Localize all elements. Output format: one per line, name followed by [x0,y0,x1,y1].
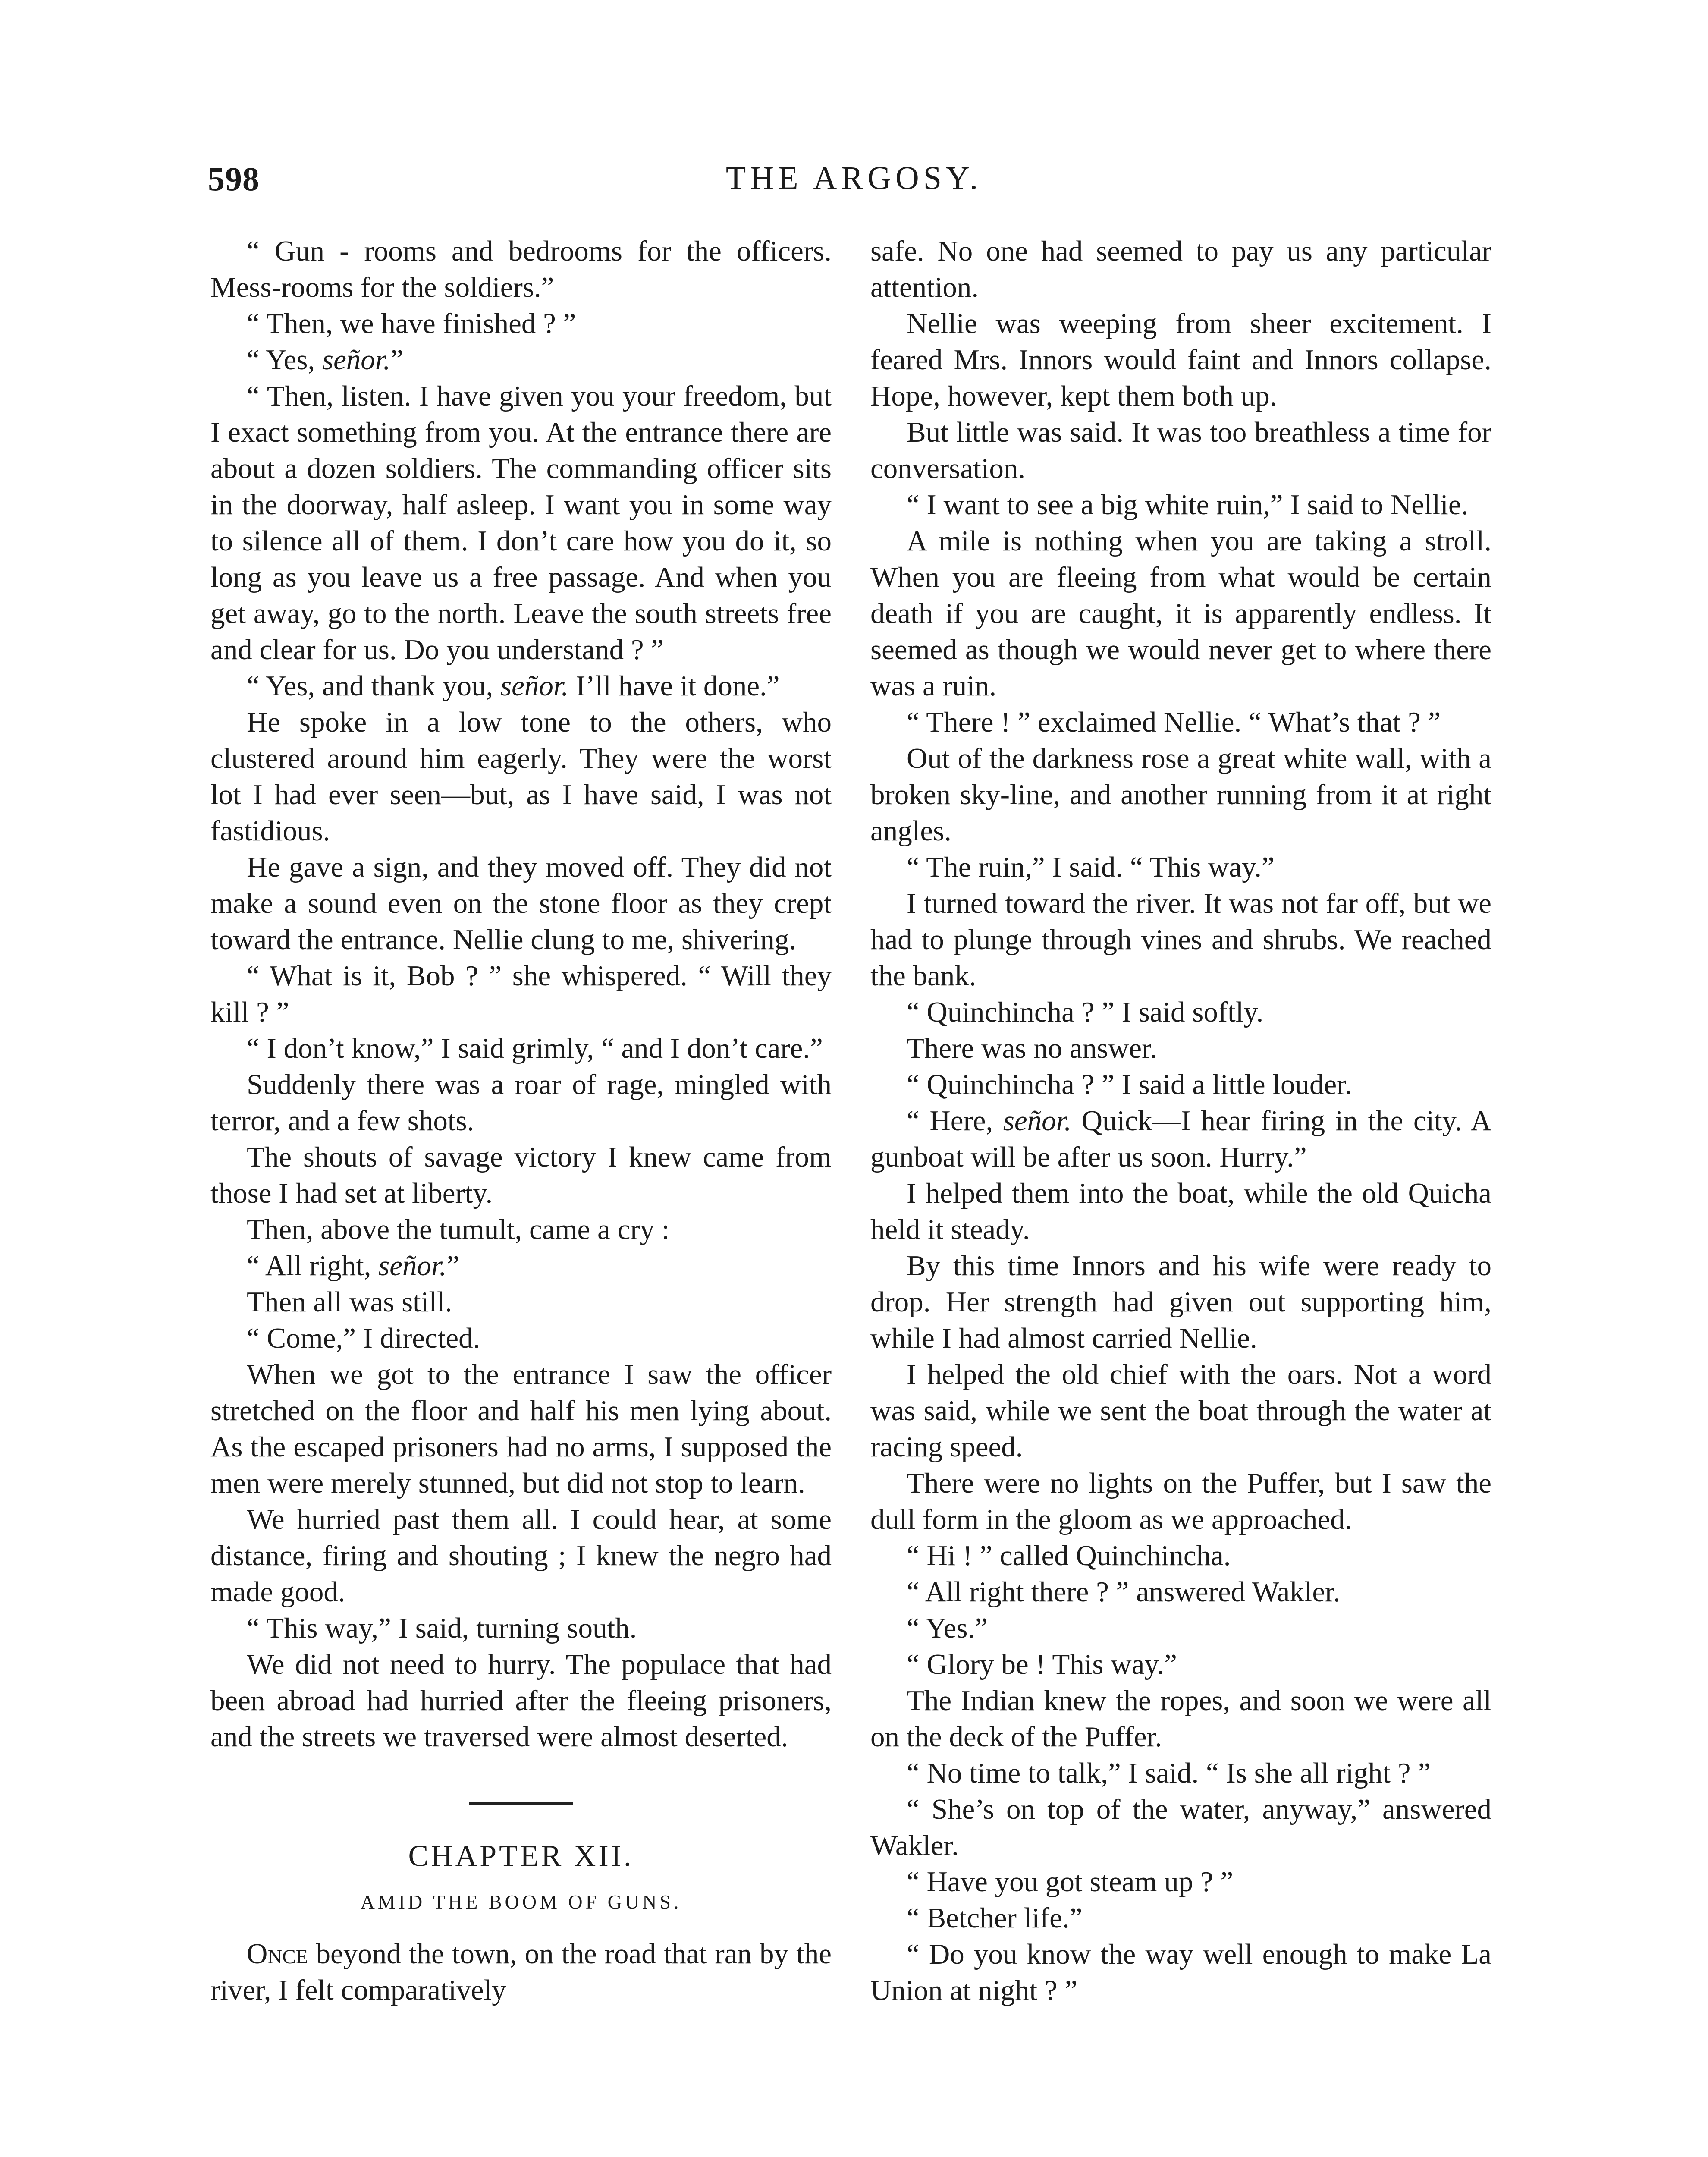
paragraph: “ Have you got steam up ? ” [907,1866,1234,1898]
paragraph: The Indian knew the ropes, and soon we were all on the deck of the Puffer. [870,1685,1491,1753]
paragraph-text: ” [390,344,403,376]
paragraph: I helped them into the boat, while the old Quicha held it steady. [870,1177,1491,1245]
paragraph: I turned toward the river. It was not far off, but we had to plunge through vines and shrubs. We reached the bank. [870,887,1491,992]
paragraph: The shouts of savage victory I knew came from those I had set at liberty. [210,1141,832,1209]
paragraph-text: “ Here, [907,1105,1003,1137]
right-column [870,233,1491,2009]
paragraph: “ Then, we have finished ? ” [247,308,576,340]
paragraph [210,342,832,378]
running-head: THE ARGOSY. [725,160,983,196]
paragraph: Nellie was weeping from sheer excitement. I feared Mrs. Innors would faint and Innors collapse. Hope, however, kept them both up. [870,308,1491,412]
paragraph: “ Yes.” [907,1612,988,1644]
paragraph: Out of the darkness rose a great white wall, with a broken sky-line, and another running from it at right angles. [870,742,1491,847]
paragraph: “ Quinchincha ? ” I said softly. [907,996,1264,1028]
paragraph-text: I’ll have it done.” [568,670,780,702]
paragraph: There were no lights on the Puffer, but I saw the dull form in the gloom as we approached. [870,1467,1491,1535]
paragraph-text: “ Yes, and thank you, [247,670,501,702]
paragraph-text: Quick—I hear firing in the city. A gunboat will be after us soon. Hurry.” [870,1105,1491,1173]
page-number: 598 [208,160,260,198]
paragraph: A mile is nothing when you are taking a stroll. When you are fleeing from what would be certain death if you are caught, it is apparently endless. It seemed as though we would never get to where there was a ruin. [870,525,1491,702]
paragraph: Suddenly there was a roar of rage, mingled with terror, and a few shots. [210,1069,832,1137]
paragraph: “ Come,” I directed. [247,1322,480,1354]
paragraph: “ Then, listen. I have given you your freedom, but I exact something from you. At the entrance there are about a dozen soldiers. The commanding officer sits in the doorway, half asleep. I want you in some way to silence all of them. I don’t care how you do it, so long as you leave us a free passage. And when you get away, go to the north. Leave the south streets free and clear for us. Do you understand ? ” [210,380,832,666]
paragraph: When we got to the entrance I saw the officer stretched on the floor and half his men lying about. As the escaped prisoners had no arms, I supposed the men were merely stunned, but did not stop to learn. [210,1358,832,1499]
paragraph: safe. No one had seemed to pay us any particular attention. [870,235,1491,303]
paragraph [870,1103,1491,1175]
paragraph: “ Betcher life.” [907,1902,1083,1934]
paragraph-text: “ Yes, [247,344,322,376]
paragraph: “ All right there ? ” answered Wakler. [907,1576,1341,1608]
paragraph: “ Hi ! ” called Quinchincha. [907,1540,1231,1572]
paragraph: I helped the old chief with the oars. Not a word was said, while we sent the boat through the water at racing speed. [870,1358,1491,1463]
paragraph: He gave a sign, and they moved off. They did not make a sound even on the stone floor as they crept toward the entrance. Nellie clung to me, shivering. [210,851,832,956]
paragraph: “ I don’t know,” I said grimly, “ and I don’t care.” [247,1032,823,1064]
left-column [210,233,832,2008]
chapter-subtitle: AMID THE BOOM OF GUNS. [360,1891,682,1913]
italic-word: señor. [322,344,391,376]
drop-word: Once [247,1938,308,1970]
italic-word: señor. [1003,1105,1072,1137]
paragraph: “ There ! ” exclaimed Nellie. “ What’s that ? ” [907,706,1441,738]
italic-word: señor. [378,1250,447,1282]
paragraph: “ Glory be ! This way.” [907,1648,1177,1680]
italic-word: señor. [500,670,569,702]
section-divider [469,1802,573,1805]
paragraph: “ I want to see a big white ruin,” I said to Nellie. [907,489,1469,521]
paragraph-text: ” [446,1250,460,1282]
chapter-heading: CHAPTER XII. [408,1839,634,1873]
paragraph: “ She’s on top of the water, anyway,” answered Wakler. [870,1793,1491,1861]
paragraph: By this time Innors and his wife were ready to drop. Her strength had given out supporting him, while I had almost carried Nellie. [870,1250,1491,1354]
paragraph: But little was said. It was too breathless a time for conversation. [870,416,1491,484]
paragraph [210,668,832,704]
paragraph: “ The ruin,” I said. “ This way.” [907,851,1275,883]
paragraph: He spoke in a low tone to the others, who clustered around him eagerly. They were the worst lot I had ever seen—but, as I have said, I was not fastidious. [210,706,832,847]
paragraph: “ No time to talk,” I said. “ Is she all right ? ” [907,1757,1431,1789]
paragraph-text: “ All right, [247,1250,379,1282]
paragraph: “ This way,” I said, turning south. [247,1612,637,1644]
paragraph-text: beyond the town, on the road that ran by the river, I felt comparatively [210,1938,832,2006]
paragraph: There was no answer. [907,1032,1157,1064]
paragraph [210,1248,832,1284]
paragraph: Then all was still. [247,1286,452,1318]
paragraph: “ What is it, Bob ? ” she whispered. “ Will they kill ? ” [210,960,832,1028]
paragraph: “ Do you know the way well enough to make La Union at night ? ” [870,1938,1491,2006]
paragraph: “ Quinchincha ? ” I said a little louder. [907,1069,1352,1101]
paragraph: Then, above the tumult, came a cry : [247,1214,670,1245]
chapter-opening-paragraph [210,1936,832,2008]
paragraph: We did not need to hurry. The populace that had been abroad had hurried after the fleeing prisoners, and the streets we traversed were almost deserted. [210,1648,832,1753]
paragraph: We hurried past them all. I could hear, at some distance, firing and shouting ; I knew the negro had made good. [210,1503,832,1608]
paragraph: “ Gun - rooms and bedrooms for the officers. Mess-rooms for the soldiers.” [210,235,832,303]
